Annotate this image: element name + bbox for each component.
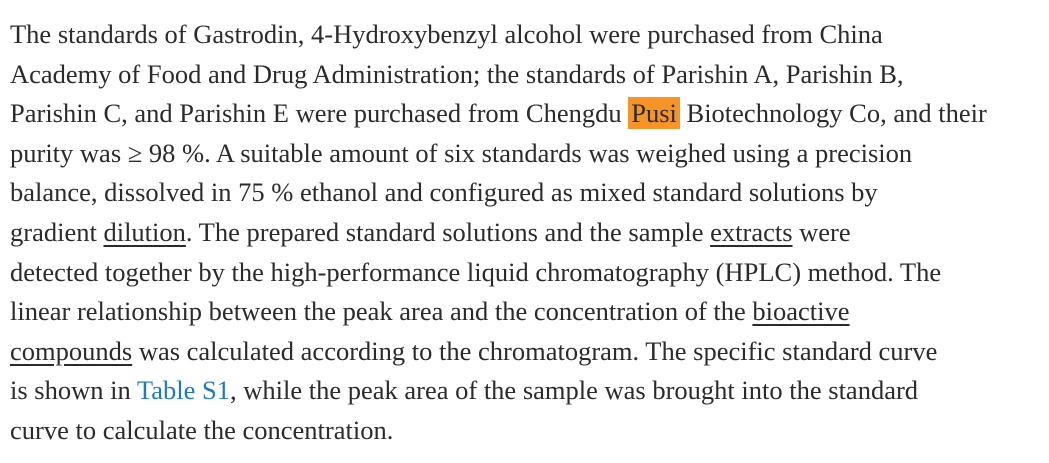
paragraph-text: balance, dissolved in 75 % ethanol and configured as mixed standard solutions by — [10, 177, 878, 208]
term-link-dilution[interactable]: dilution — [103, 216, 186, 247]
search-match-highlight: Pusi — [628, 97, 680, 129]
paragraph-line — [10, 292, 1043, 332]
paragraph-text: , while the peak area of the sample was brought into the standard — [229, 375, 919, 406]
paragraph-line — [10, 55, 1043, 95]
paragraph-text: detected together by the high-performance liquid chromatography (HPLC) method. The — [10, 256, 942, 287]
paragraph-line — [10, 253, 1043, 293]
paragraph-text: was calculated according to the chromatogram. The specific standard curve — [132, 335, 938, 366]
paragraph-text: Parishin C, and Parishin E were purchased from Chengdu — [10, 98, 629, 129]
paragraph-text: linear relationship between the peak area and the concentration of the — [10, 296, 753, 327]
paragraph-text: is shown in — [10, 375, 137, 406]
paragraph-text: gradient — [10, 216, 104, 247]
term-link-extracts[interactable]: extracts — [710, 216, 793, 247]
table-s1-link[interactable]: Table S1 — [136, 375, 230, 406]
paragraph-line — [10, 213, 1043, 253]
paragraph-text: curve to calculate the concentration. — [10, 414, 394, 445]
paragraph-line — [10, 411, 1043, 451]
paragraph-line — [10, 15, 1043, 55]
paragraph-line — [10, 173, 1043, 213]
paragraph-text: Biotechnology Co, and their — [679, 98, 987, 129]
paragraph-line — [10, 371, 1043, 411]
term-link-bioactive[interactable]: bioactive — [752, 296, 850, 327]
paragraph-text: purity was ≥ 98 %. A suitable amount of six standards was weighed using a precision — [10, 137, 913, 168]
paragraph-text: Academy of Food and Drug Administration; the standards of Parishin A, Parishin B, — [10, 58, 904, 89]
paragraph-text: The standards of Gastrodin, 4-Hydroxybenzyl alcohol were purchased from China — [10, 19, 883, 49]
paragraph-line — [10, 332, 1043, 372]
paragraph-text: were — [792, 216, 851, 247]
term-link-compounds[interactable]: compounds — [10, 335, 133, 366]
paragraph-text: . The prepared standard solutions and the sample — [185, 216, 711, 247]
paragraph-line — [10, 94, 1043, 134]
paragraph-line — [10, 134, 1043, 174]
